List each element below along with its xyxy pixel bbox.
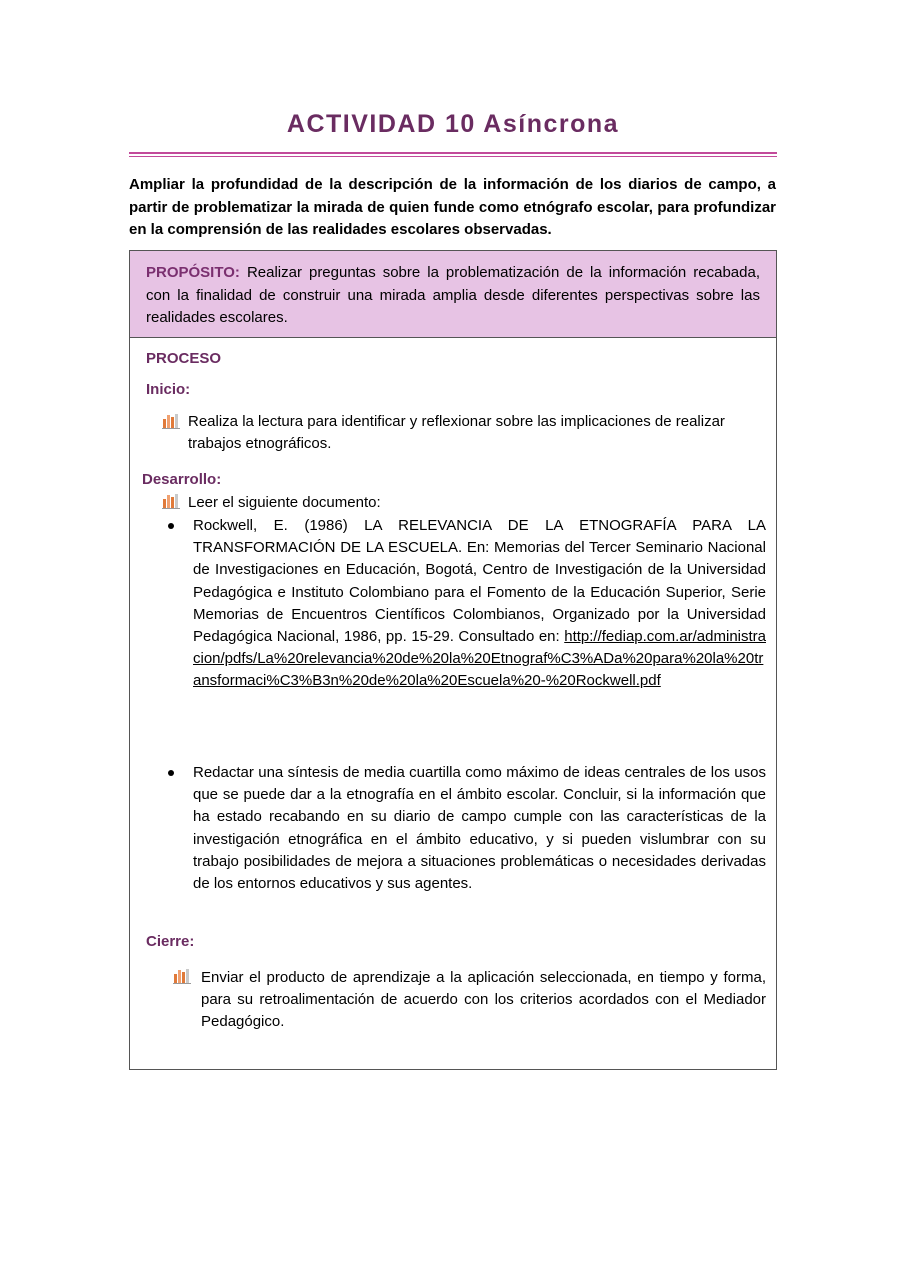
bullet-dot	[168, 770, 174, 776]
inicio-item	[188, 411, 766, 455]
intro-paragraph: Ampliar la profundidad de la descripción de la información de los diarios de campo, a partir de problematizar la mirada de quien funde como etnógrafo escolar, para profundizar en la comprensión de las realidades escolares observadas.	[129, 176, 776, 238]
synthesis-item: Redactar una síntesis de media cuartilla como máximo de ideas centrales de los usos que se puede dar a la etnografía en el ámbito escolar. Concluir, si la información que ha estado recabando en su diario de campo cumple con las características de la investigación etnográfica en el ámbito educativo, y si pueden vislumbrar con su trabajo posibilidades de mejora a situaciones problemáticas o necesidades derivadas de los entornos educativos y sus agentes.	[193, 764, 766, 893]
desarrollo-lead: Leer el siguiente documento:	[188, 494, 381, 511]
proposito-text-block	[146, 262, 760, 330]
title-divider-thin	[129, 156, 777, 157]
books-icon	[162, 413, 182, 429]
desarrollo-heading: Desarrollo:	[142, 471, 222, 488]
proposito-panel	[130, 251, 776, 338]
cierre-item: Enviar el producto de aprendizaje a la aplicación seleccionada, en tiempo y forma, para su retroalimentación de acuerdo con los criterios acordados con el Mediador Pedagógico.	[201, 969, 766, 1031]
reference-item	[193, 515, 766, 693]
title-divider	[129, 152, 777, 154]
cierre-heading: Cierre:	[146, 933, 195, 950]
reference-link[interactable]: http://fediap.com.ar/administracion/pdfs/La%20relevancia%20de%20la%20Etnograf%C3%ADa%20para%20la%20transformaci%C3%B3n%20de%20la%20Escuela%20-%20Rockwell.pdf	[193, 628, 766, 690]
proposito-label: PROPÓSITO:	[146, 264, 240, 281]
proceso-heading: PROCESO	[146, 350, 222, 367]
activity-box	[129, 250, 777, 1070]
books-icon	[162, 493, 182, 509]
reference-text: Rockwell, E. (1986) LA RELEVANCIA DE LA ETNOGRAFÍA PARA LA TRANSFORMACIÓN DE LA ESCUELA. En: Memorias del Tercer Seminario Nacional de Investigaciones en Educación, Bogotá, Centro de Investigación de la Universidad Pedagógica e Instituto Colombiano para el Fomento de la Educación Superior, Serie Memorias de Encuentros Científicos Colombianos, Organizado por la Universidad Pedagógica Nacional, 1986, pp. 15-29. Consultado en:	[193, 517, 766, 646]
inicio-heading: Inicio:	[146, 381, 191, 398]
bullet-dot	[168, 523, 174, 529]
proposito-text: Realizar preguntas sobre la problematización de la información recabada, con la finalidad de construir una mirada amplia desde diferentes perspectivas sobre las realidades escolares.	[146, 264, 761, 326]
inicio-item-text: Realiza la lectura para identificar y reflexionar sobre las implicaciones de realizar trabajos etnográficos.	[188, 413, 725, 453]
page-title: ACTIVIDAD 10 Asíncrona	[286, 110, 620, 138]
books-icon	[173, 968, 193, 984]
